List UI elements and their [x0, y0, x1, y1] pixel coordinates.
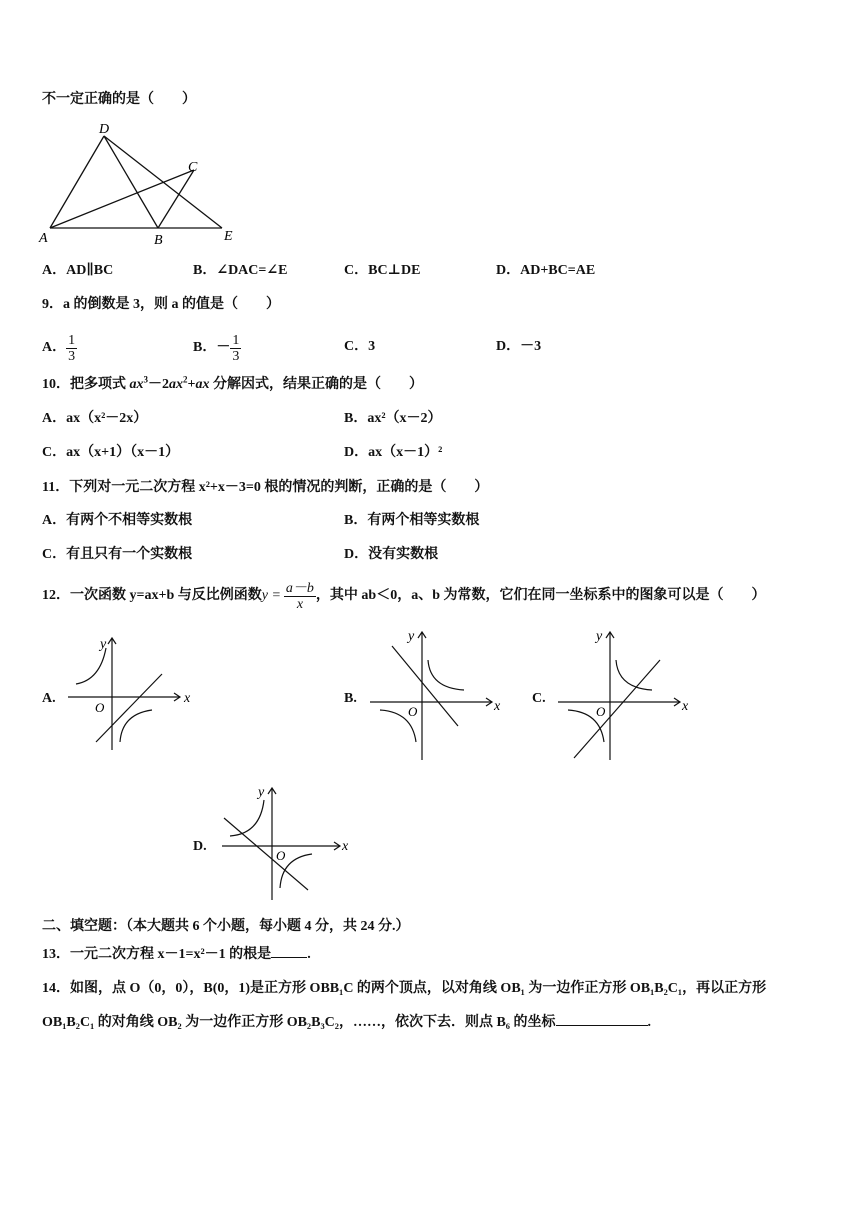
origin-label: O	[408, 704, 418, 719]
q14-line-2-text: OB₁B₂C₁ 的对角线 OB₂ 为一边作正方形 OB₂B₃C₂，……，依次下去．则点 B₆ 的坐标	[42, 1015, 556, 1030]
origin-label: O	[276, 848, 286, 863]
origin-label: O	[596, 704, 606, 719]
q9-option-b-fraction	[230, 333, 241, 364]
axis-x-label: x	[682, 699, 689, 714]
q12-graph-a	[62, 632, 202, 752]
answer-blank[interactable]	[271, 957, 307, 958]
q12-stem-prefix: 12．一次函数 y=ax+b 与反比例函数	[42, 588, 262, 603]
q14-end: .	[647, 1015, 651, 1030]
q11-option-c: C．有且只有一个实数根	[42, 547, 193, 562]
q11-stem: 11．下列对一元二次方程 x²+x－3=0 根的情况的判断，正确的是（ ）	[42, 480, 489, 495]
q8-option-a: A．AD∥BC	[42, 263, 114, 278]
q8-option-b: B．∠DAC=∠E	[193, 263, 288, 278]
axis-x-label: x	[184, 691, 191, 706]
q13-stem	[42, 946, 311, 964]
q9-option-b	[193, 328, 241, 368]
q12-stem-suffix: ，其中 ab＜0，a、b 为常数，它们在同一坐标系中的图象可以是（ ）	[315, 588, 766, 603]
q10-term-1: ax	[129, 377, 144, 392]
q12-y-equals: y =	[261, 588, 281, 603]
q10-option-d: D．ax（x－1）²	[344, 445, 443, 460]
label-a: A	[39, 231, 48, 246]
fraction-numerator: 1	[232, 332, 240, 348]
answer-blank[interactable]	[556, 1025, 648, 1026]
fraction-numerator: 1	[68, 332, 76, 348]
q9-option-a-label: A．	[42, 340, 67, 355]
q9-option-c: C．3	[344, 339, 376, 354]
q10-option-b: B．ax²（x－2）	[344, 411, 442, 426]
label-d: D	[99, 122, 110, 137]
axis-y-label: y	[408, 629, 415, 644]
q10-stem	[42, 376, 423, 394]
fraction-denominator: 3	[68, 348, 76, 364]
fraction-denominator: x	[296, 596, 304, 612]
label-b: B	[154, 233, 163, 248]
q8-figure	[36, 118, 246, 248]
q12-graph-d	[216, 780, 356, 904]
q10-stem-suffix: 分解因式，结果正确的是（ ）	[209, 377, 423, 392]
q12-option-c-label: C.	[532, 691, 546, 706]
q8-stem: 不一定正确的是（ ）	[42, 92, 196, 107]
q12-option-a-label: A.	[42, 691, 56, 706]
q12-graph-b	[366, 624, 506, 764]
q10-plus: +	[187, 377, 196, 392]
axis-y-label: y	[100, 637, 107, 652]
axis-x-label: x	[494, 699, 501, 714]
q8-option-c: C．BC⊥DE	[344, 263, 421, 278]
q12-fraction	[284, 581, 316, 612]
q13-end: .	[307, 947, 311, 962]
q12-graph-c	[554, 624, 694, 764]
q13-stem-text: 13．一元二次方程 x－1=x²－1 的根是	[42, 947, 272, 962]
q10-option-a: A．ax（x²－2x）	[42, 411, 148, 426]
axis-y-label: y	[258, 785, 265, 800]
q8-option-d: D．AD+BC=AE	[496, 263, 596, 278]
q12-option-b-label: B.	[344, 691, 357, 706]
q9-option-a	[42, 328, 77, 368]
q10-term-3: ax	[195, 377, 210, 392]
q10-stem-prefix: 10．把多项式	[42, 377, 130, 392]
origin-label: O	[95, 700, 105, 715]
q14-line-1: 14．如图，点 O（0，0），B(0，1)是正方形 OBB₁C 的两个顶点，以对角线 OB₁ 为一边作正方形 OB₁B₂C₁，再以正方形	[42, 981, 767, 996]
q11-option-a: A．有两个不相等实数根	[42, 513, 193, 528]
q10-exp-3: 3	[143, 374, 148, 385]
q10-term-2: ax	[169, 377, 183, 392]
q10-option-c: C．ax（x+1）（x－1）	[42, 445, 180, 460]
q12-stem	[42, 576, 766, 616]
q11-option-b: B．有两个相等实数根	[344, 513, 480, 528]
q9-option-a-fraction	[66, 333, 77, 364]
q10-minus: －2	[148, 377, 169, 392]
q9-option-b-label: B．－	[193, 340, 231, 355]
q11-option-d: D．没有实数根	[344, 547, 439, 562]
q9-stem: 9．a 的倒数是 3，则 a 的值是（ ）	[42, 297, 280, 312]
label-e: E	[224, 229, 233, 244]
section-2-title: 二、填空题：（本大题共 6 个小题，每小题 4 分，共 24 分.）	[42, 919, 410, 934]
fraction-denominator: 3	[232, 348, 240, 364]
fraction-numerator: a－b	[285, 580, 314, 596]
axis-y-label: y	[596, 629, 603, 644]
q12-option-d-label: D.	[193, 839, 207, 854]
q10-exp-2: 2	[183, 374, 188, 385]
label-c: C	[188, 160, 198, 175]
axis-x-label: x	[342, 839, 349, 854]
q9-option-d: D．－3	[496, 339, 542, 354]
q14-line-2	[42, 1014, 651, 1032]
